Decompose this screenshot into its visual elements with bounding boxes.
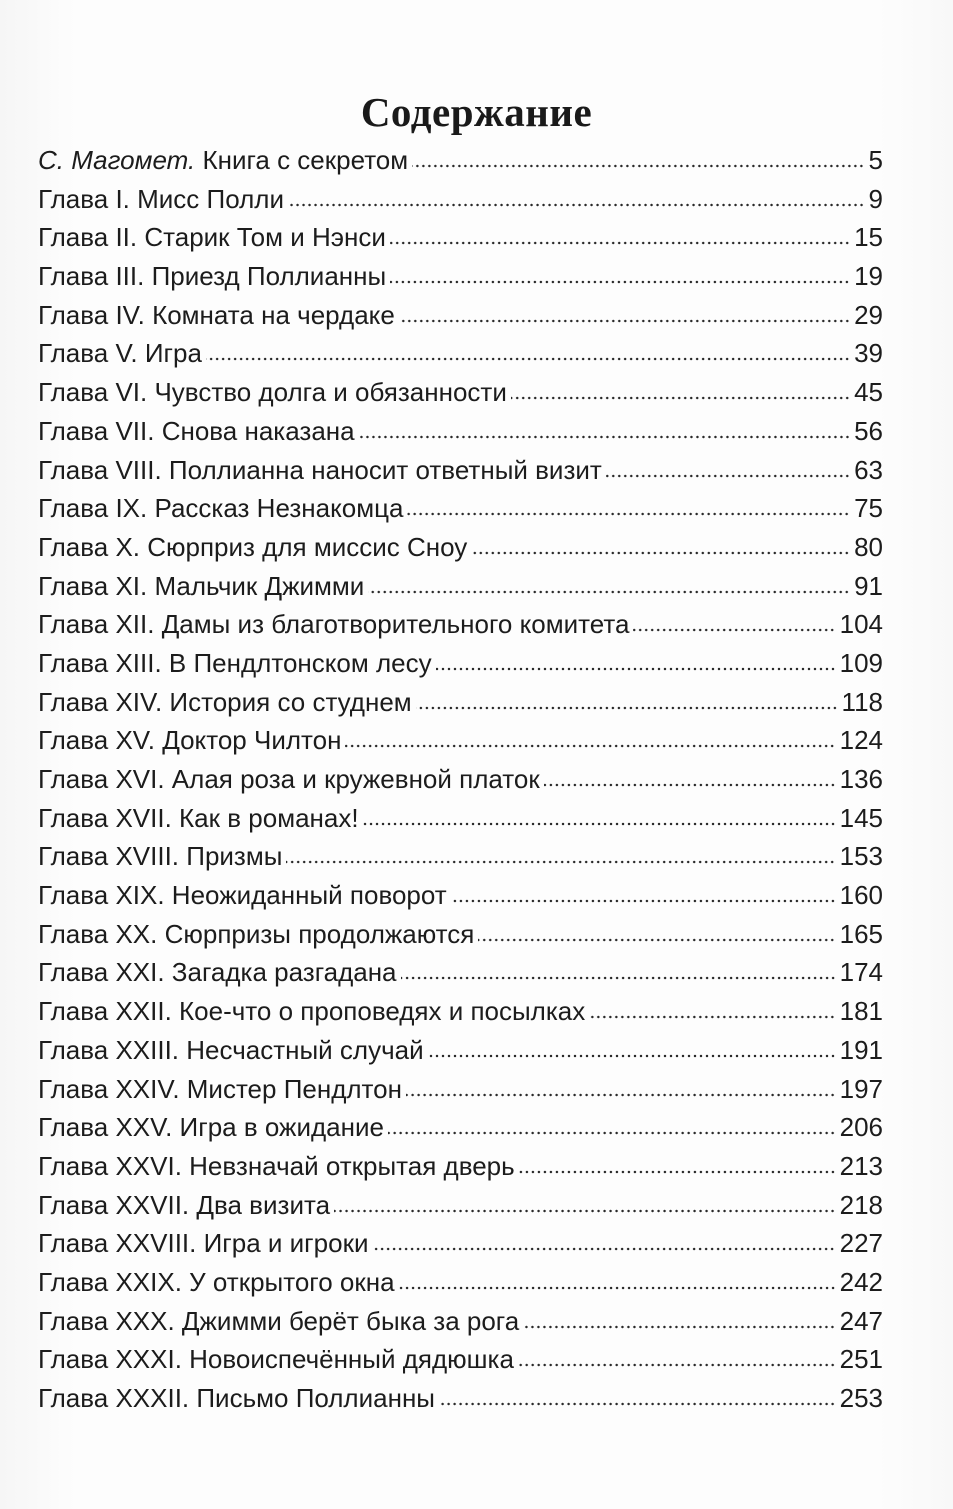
toc-page-number: 153 xyxy=(839,841,883,872)
dot-leader xyxy=(439,1401,836,1407)
dot-leader xyxy=(471,550,850,556)
toc-page-number: 45 xyxy=(854,377,883,408)
toc-page-number: 15 xyxy=(854,222,883,253)
dot-leader xyxy=(519,1169,836,1175)
toc-entry-title xyxy=(38,180,284,219)
toc-entry-text: Глава II. Старик Том и Нэнси xyxy=(38,222,386,253)
toc-entry-text: Глава XXVII. Два визита xyxy=(38,1189,331,1220)
toc-page-number: 218 xyxy=(839,1189,883,1220)
dot-leader xyxy=(407,511,850,517)
toc-entry-text: Глава X. Сюрприз для миссис Сноу xyxy=(38,531,468,562)
toc-entry-text: Глава XVII. Как в романах! xyxy=(38,802,359,833)
toc-entry-text: Глава XXIX. У открытого окна xyxy=(38,1266,395,1297)
toc-entry-text: Глава VIII. Поллианна наносит ответный визит xyxy=(38,454,602,485)
toc-entry xyxy=(38,683,883,722)
toc-entry xyxy=(38,489,883,528)
dot-leader xyxy=(436,666,836,672)
toc-entry-title xyxy=(38,334,202,373)
toc-entry-text: Глава XX. Сюрпризы продолжаются xyxy=(38,918,475,949)
toc-entry-title xyxy=(38,992,585,1031)
toc-page-number: 197 xyxy=(839,1073,883,1104)
toc-entry-title xyxy=(38,799,359,838)
toc-page-number: 109 xyxy=(839,647,883,678)
dot-leader xyxy=(633,627,835,633)
toc-entry-text: Глава XXIV. Мистер Пендлтон xyxy=(38,1073,402,1104)
dot-leader xyxy=(390,279,850,285)
toc-entry xyxy=(38,1263,883,1302)
toc-entry xyxy=(38,721,883,760)
toc-entry-title xyxy=(38,683,412,722)
toc-page-number: 145 xyxy=(839,802,883,833)
dot-leader xyxy=(288,202,865,208)
toc-entry-text: Глава IX. Рассказ Незнакомца xyxy=(38,493,404,524)
dot-leader xyxy=(372,1246,835,1252)
toc-entry-title xyxy=(38,451,602,490)
dot-leader xyxy=(345,743,835,749)
toc-entry-text: Глава XIX. Неожиданный поворот xyxy=(38,880,447,911)
toc-entry-text: Глава XXV. Игра в ожидание xyxy=(38,1112,384,1143)
dot-leader xyxy=(511,395,850,401)
toc-entry-title xyxy=(38,876,447,915)
toc-entry xyxy=(38,257,883,296)
toc-page-number: 9 xyxy=(868,183,883,214)
dot-leader xyxy=(399,318,850,324)
toc-page-number: 191 xyxy=(839,1034,883,1065)
toc-page-number: 136 xyxy=(839,764,883,794)
toc-entry-title xyxy=(38,644,432,683)
toc-entry xyxy=(38,876,883,915)
toc-entry xyxy=(38,296,883,335)
dot-leader xyxy=(416,705,838,711)
toc-page-number: 91 xyxy=(854,570,883,601)
dot-leader xyxy=(334,1208,836,1214)
toc-page-number: 63 xyxy=(854,454,883,485)
dot-leader xyxy=(363,821,836,827)
toc-entry-text: Глава XXII. Кое-что о проповедях и посылках xyxy=(38,996,586,1027)
dot-leader xyxy=(368,589,850,595)
toc-entry-text: Глава XXXII. Письмо Поллианны xyxy=(38,1383,435,1413)
toc-page-number: 206 xyxy=(839,1112,883,1143)
toc-entry-title xyxy=(38,412,355,451)
toc-entry-text: Глава III. Приезд Поллианны xyxy=(38,261,387,292)
toc-page-number: 56 xyxy=(854,415,883,446)
toc-page-number: 39 xyxy=(854,338,883,369)
dot-leader xyxy=(401,975,836,981)
toc-entry xyxy=(38,180,883,219)
toc-entry-author: С. Магомет. xyxy=(38,145,196,175)
dot-leader xyxy=(523,1324,835,1330)
toc-page-number: 165 xyxy=(839,918,883,949)
dot-leader xyxy=(206,356,850,362)
dot-leader xyxy=(399,1285,836,1291)
toc-entry-text: Глава XVIII. Призмы xyxy=(38,841,283,872)
toc-entry-title xyxy=(38,1340,514,1379)
toc-entry-text: Книга с секретом xyxy=(202,145,409,175)
toc-entry-text: Глава XXX. Джимми берёт быка за рога xyxy=(38,1305,520,1336)
dot-leader xyxy=(388,1130,836,1136)
toc-entry xyxy=(38,799,883,838)
toc-entry-title xyxy=(38,567,364,606)
toc-entry-title xyxy=(38,1070,402,1109)
toc-entry-text: Глава XXI. Загадка разгадана xyxy=(38,957,397,988)
toc-entry xyxy=(38,1379,883,1418)
dot-leader xyxy=(406,1092,836,1098)
dot-leader xyxy=(359,434,850,440)
toc-entry-text: Глава XXIII. Несчастный случай xyxy=(38,1034,424,1065)
toc-entry-title xyxy=(38,605,629,644)
toc-page-number: 253 xyxy=(839,1383,883,1413)
toc-entry xyxy=(38,141,883,180)
toc-entry xyxy=(38,334,883,373)
toc-entry-title xyxy=(38,1108,384,1147)
toc-page-number: 174 xyxy=(839,957,883,988)
toc-entry xyxy=(38,1070,883,1109)
dot-leader xyxy=(589,1014,835,1020)
toc-page-number: 181 xyxy=(839,996,883,1027)
toc-page-number: 213 xyxy=(839,1150,883,1181)
toc-entry xyxy=(38,451,883,490)
toc-entry-title xyxy=(38,1031,424,1070)
toc-page-number: 160 xyxy=(839,880,883,911)
toc-page-number: 75 xyxy=(854,493,883,524)
toc-entry xyxy=(38,412,883,451)
toc-entry-title xyxy=(38,953,397,992)
dot-leader xyxy=(478,937,835,943)
toc-entry xyxy=(38,605,883,644)
dot-leader xyxy=(544,782,836,788)
toc-entry xyxy=(38,1186,883,1225)
dot-leader xyxy=(286,859,835,865)
toc-entry-title xyxy=(38,257,386,296)
toc-page-number: 251 xyxy=(839,1344,883,1375)
toc-page-number: 247 xyxy=(839,1305,883,1336)
toc-entry-title xyxy=(38,837,282,876)
toc-entry-text: Глава XIV. История со студнем xyxy=(38,686,412,717)
toc-entry-text: Глава XII. Дамы из благотворительного комитета xyxy=(38,609,630,640)
toc-entry-text: Глава V. Игра xyxy=(38,338,202,369)
toc-entry-title xyxy=(38,1224,368,1263)
toc-entry xyxy=(38,1147,883,1186)
dot-leader xyxy=(518,1362,836,1368)
toc-entry xyxy=(38,373,883,412)
toc-entry-text: Глава VI. Чувство долга и обязанности xyxy=(38,377,507,408)
toc-entry-title xyxy=(38,1379,435,1418)
toc-entry-title xyxy=(38,141,408,180)
page-title: Содержание xyxy=(360,89,593,136)
toc-entry xyxy=(38,1302,883,1341)
toc-entry-text: Глава XV. Доктор Чилтон xyxy=(38,725,342,756)
toc-entry xyxy=(38,528,883,567)
toc-entry-text: Глава XXVIII. Игра и игроки xyxy=(38,1228,369,1259)
toc-entry-text: Глава I. Мисс Полли xyxy=(38,183,284,214)
toc-entry xyxy=(38,1108,883,1147)
toc-entry-title xyxy=(38,1302,519,1341)
toc-page-number: 242 xyxy=(839,1266,883,1297)
toc-entry xyxy=(38,1224,883,1263)
toc-entry-title xyxy=(38,721,341,760)
toc-entry xyxy=(38,953,883,992)
toc-entry-title xyxy=(38,528,467,567)
toc-page-number: 118 xyxy=(841,686,883,717)
toc-entry xyxy=(38,760,883,799)
toc-page-number: 19 xyxy=(854,261,883,292)
toc-entry xyxy=(38,567,883,606)
dot-leader xyxy=(412,163,864,169)
toc-page-number: 124 xyxy=(839,725,883,756)
toc-entry-title xyxy=(38,1186,330,1225)
toc-entry-title xyxy=(38,1263,395,1302)
toc-page-number: 29 xyxy=(854,299,883,330)
toc-entry-title xyxy=(38,373,507,412)
toc-entry xyxy=(38,915,883,954)
toc-entry xyxy=(38,218,883,257)
toc-entry xyxy=(38,1031,883,1070)
toc-entry-title xyxy=(38,218,386,257)
toc-entry-title xyxy=(38,915,474,954)
toc-entry xyxy=(38,1340,883,1379)
toc-entry-text: Глава XIII. В Пендлтонском лесу xyxy=(38,647,432,678)
toc-entry-text: Глава XXXI. Новоиспечённый дядюшка xyxy=(38,1344,514,1375)
toc-entry-title xyxy=(38,1147,515,1186)
toc-page-number: 104 xyxy=(839,609,883,640)
dot-leader xyxy=(390,240,850,246)
toc-entry-title xyxy=(38,760,540,799)
toc-entry-title xyxy=(38,296,395,335)
table-of-contents xyxy=(38,141,883,1418)
dot-leader xyxy=(451,898,836,904)
toc-entry-text: Глава IV. Комната на чердаке xyxy=(38,299,395,330)
toc-entry-text: Глава VII. Снова наказана xyxy=(38,415,355,446)
toc-entry-text: Глава XVI. Алая роза и кружевной платок xyxy=(38,764,540,794)
toc-entry xyxy=(38,837,883,876)
toc-entry xyxy=(38,992,883,1031)
toc-page-number: 227 xyxy=(839,1228,883,1259)
dot-leader xyxy=(428,1053,836,1059)
toc-page-number: 80 xyxy=(854,531,883,562)
toc-entry-text: Глава XXVI. Невзначай открытая дверь xyxy=(38,1150,515,1181)
dot-leader xyxy=(606,473,850,479)
toc-page-number: 5 xyxy=(868,145,883,175)
toc-entry-title xyxy=(38,489,403,528)
toc-entry xyxy=(38,644,883,683)
toc-entry-text: Глава XI. Мальчик Джимми xyxy=(38,570,365,601)
